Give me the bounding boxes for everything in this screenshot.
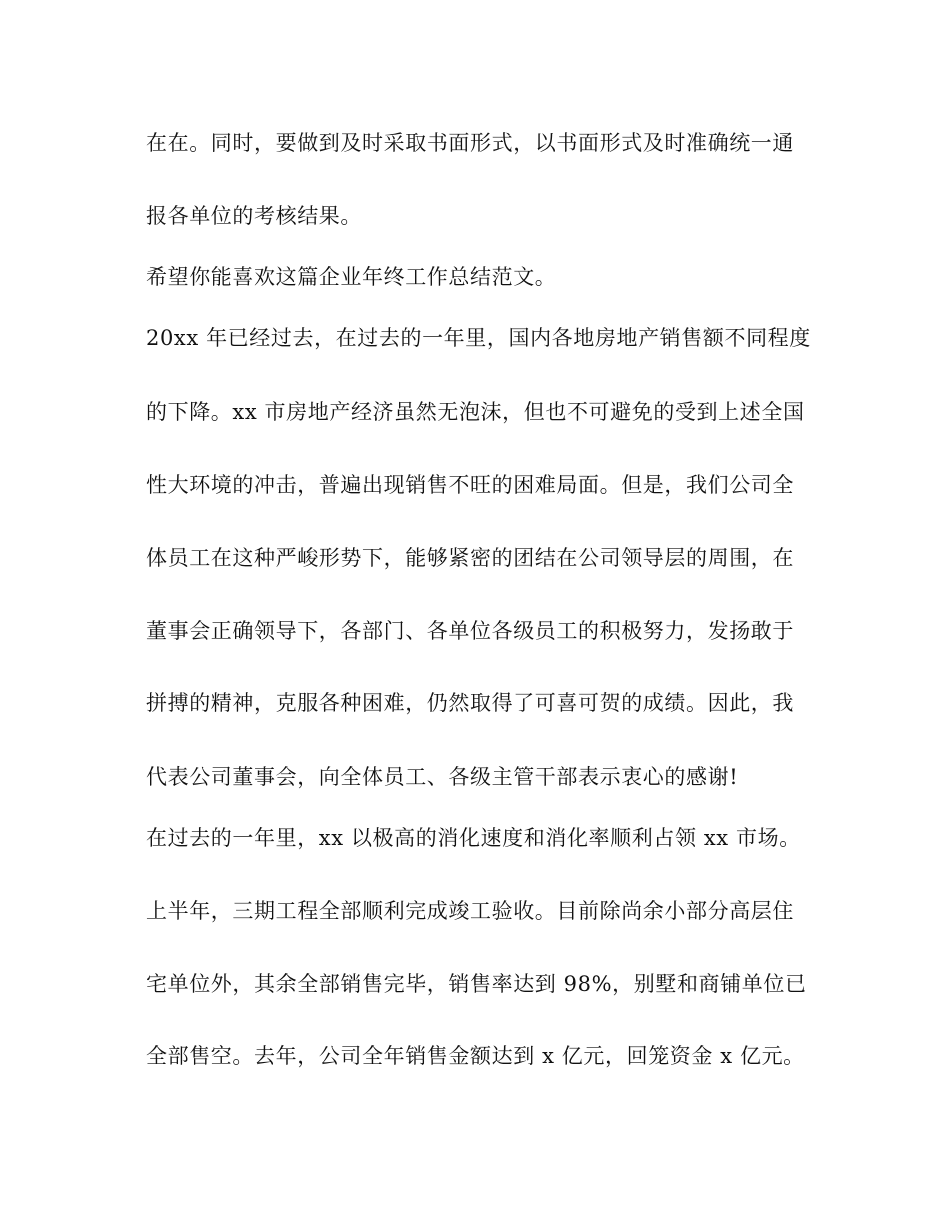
text-line: 希望你能喜欢这篇企业年终工作总结范文。 xyxy=(146,265,557,289)
text-line: 的下降。xx 市房地产经济虽然无泡沫，但也不可避免的受到上述全国 xyxy=(146,400,805,424)
text-line: 体员工在这种严峻形势下，能够紧密的团结在公司领导层的周围，在 xyxy=(146,546,794,570)
text-line: 拼搏的精神，克服各种困难，仍然取得了可喜可贺的成绩。因此，我 xyxy=(146,691,794,715)
text-line: 董事会正确领导下，各部门、各单位各级员工的积极努力，发扬敢于 xyxy=(146,619,794,643)
text-line: 性大环境的冲击，普遍出现销售不旺的困难局面。但是，我们公司全 xyxy=(146,473,794,497)
text-line: 20xx 年已经过去，在过去的一年里，国内各地房地产销售额不同程度 xyxy=(146,326,811,350)
text-line: 代表公司董事会，向全体员工、各级主管干部表示衷心的感谢! xyxy=(146,765,739,789)
text-line: 在在。同时，要做到及时采取书面形式，以书面形式及时准确统一通 xyxy=(146,131,794,155)
text-line: 上半年，三期工程全部顺利完成竣工验收。目前除尚余小部分高层住 xyxy=(146,899,794,923)
text-line: 在过去的一年里，xx 以极高的消化速度和消化率顺利占领 xx 市场。 xyxy=(146,826,801,850)
text-line: 宅单位外，其余全部销售完毕，销售率达到 98%，别墅和商铺单位已 xyxy=(146,972,807,996)
text-line: 全部售空。去年，公司全年销售金额达到 x 亿元，回笼资金 x 亿元。 xyxy=(146,1044,805,1068)
text-line: 报各单位的考核结果。 xyxy=(146,204,362,228)
